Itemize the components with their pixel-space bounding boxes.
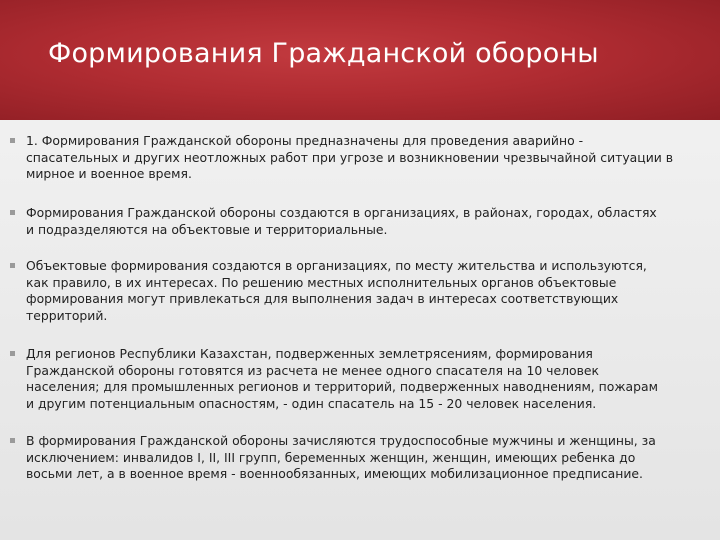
bullet-text [26,433,716,483]
bullet-text [26,205,716,238]
bullet-line: Гражданской обороны готовятся из расчета не менее одного спасателя на 10 человек [26,362,600,378]
bullet-marker-icon [10,210,15,215]
bullet-line: Объектовые формирования создаются в организациях, по месту жительства и используются, [26,258,647,273]
bullet-line: восьми лет, а в военное время - военнообязанных, имеющих мобилизационное предписание. [26,466,643,481]
bullet-line: 1. Формирования Гражданской обороны предназначены для проведения аварийно - [26,133,584,148]
bullet-text [26,346,716,412]
bullet-line: и подразделяются на объектовые и территориальные. [26,221,388,237]
bullet-marker-icon [10,351,15,356]
bullet-line: В формирования Гражданской обороны зачисляются трудоспособные мужчины и женщины, за [26,433,656,448]
bullet-line: и другим потенциальным опасностям, - один спасатель на 15 - 20 человек населения. [26,395,597,411]
bullet-line: Формирования Гражданской обороны создаются в организациях, в районах, городах, областях [26,205,657,220]
bullet-line: Для регионов Республики Казахстан, подверженных землетрясениям, формирования [26,346,593,361]
bullet-line: спасательных и других неотложных работ при угрозе и возникновении чрезвычайной ситуации в [26,149,674,165]
bullet-line: мирное и военное время. [26,166,192,181]
bullet-text [26,258,716,324]
bullet-text [26,133,716,183]
slide-title: Формирования Гражданской обороны [48,38,599,69]
bullet-line: населения; для промышленных регионов и территорий, подверженных наводнениям, пожарам [26,379,658,394]
bullet-marker-icon [10,138,15,143]
bullet-line: территорий. [26,307,108,323]
bullet-line: формирования могут привлекаться для выполнения задач в интересах соответствующих [26,291,619,306]
bullet-marker-icon [10,438,15,443]
bullet-marker-icon [10,263,15,268]
bullet-line: как правило, в их интересах. По решению местных исполнительных органов объектовые [26,274,617,290]
bullet-line: исключением: инвалидов I, II, III групп, беременных женщин, женщин, имеющих ребенка до [26,449,636,465]
